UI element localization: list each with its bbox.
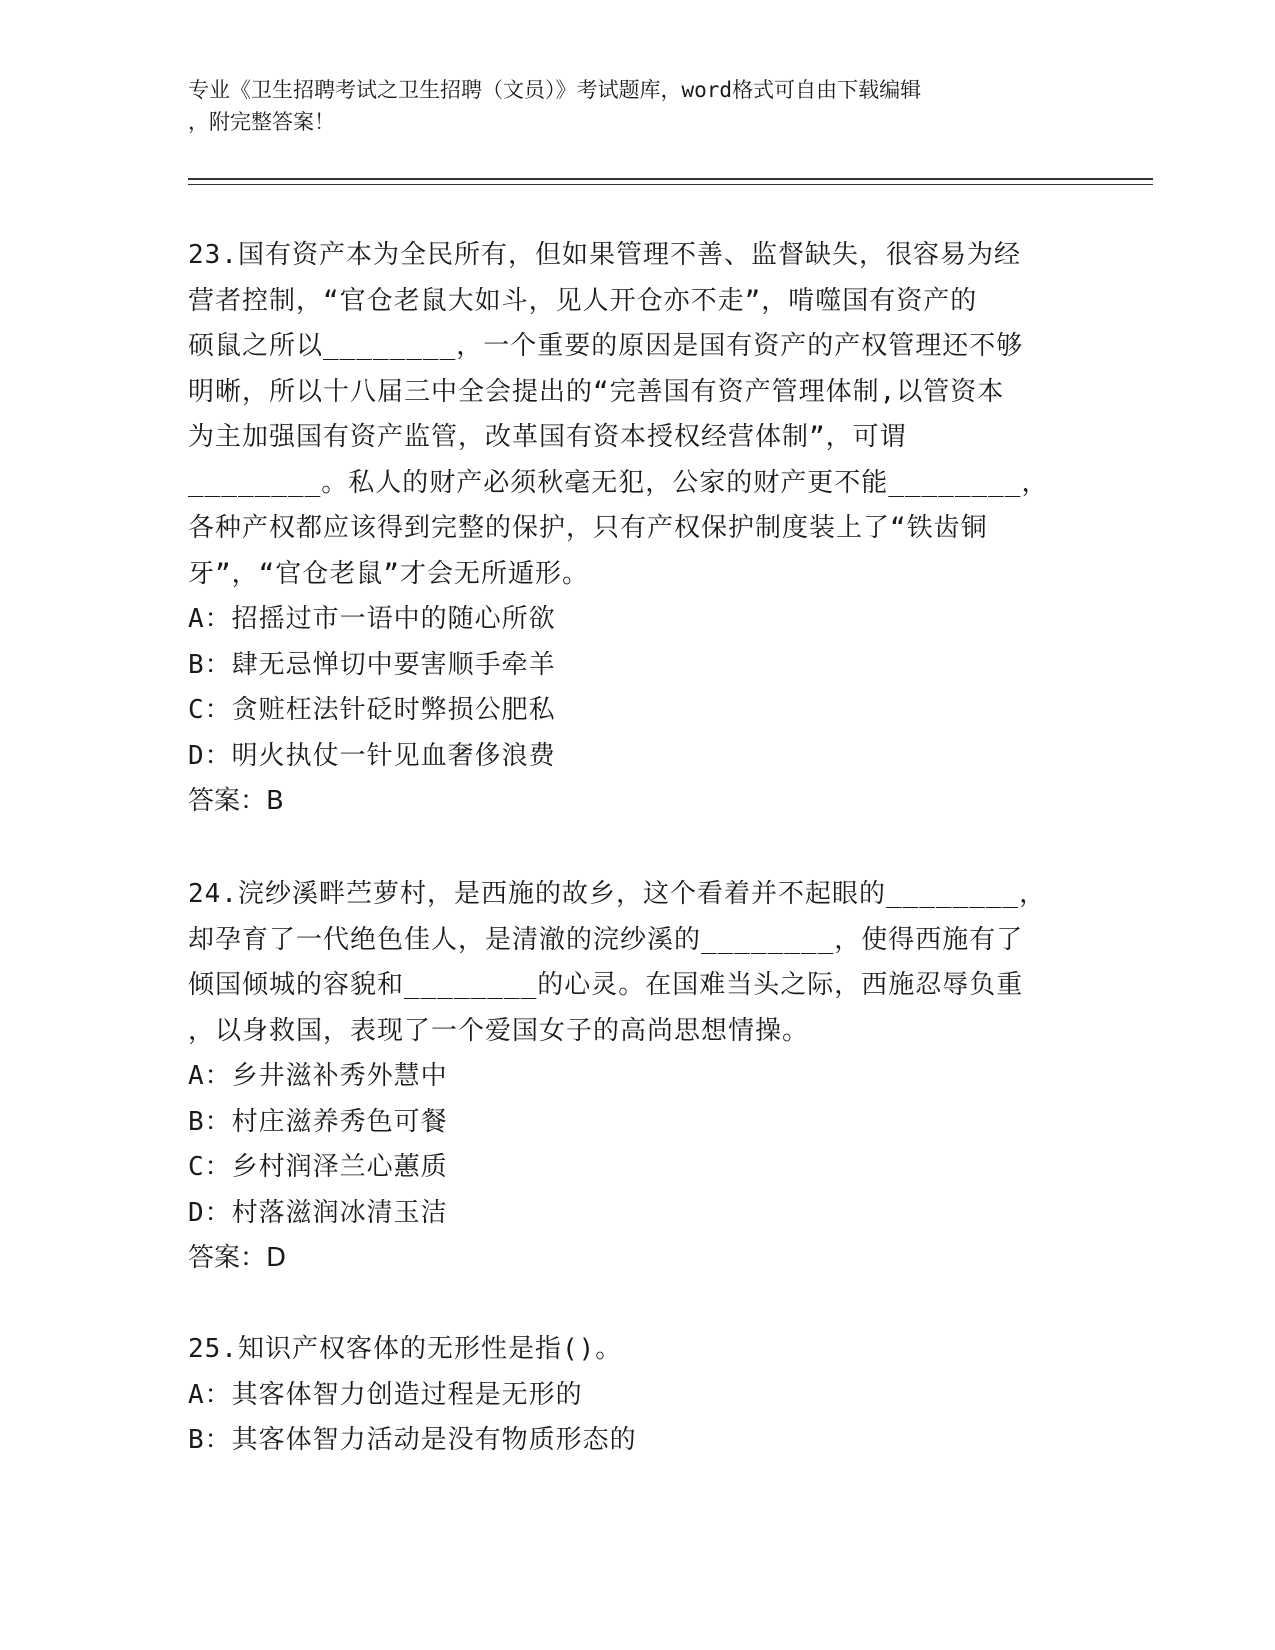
header-rule (188, 178, 1153, 180)
header-line-1: 专业《卫生招聘考试之卫生招聘（文员）》考试题库，word格式可自由下载编辑 (188, 78, 922, 102)
answer: 答案：D (188, 1243, 287, 1273)
option-c: C：乡村润泽兰心蕙质 (188, 1152, 448, 1182)
option-a: A：乡井滋补秀外慧中 (188, 1061, 448, 1091)
question-stem (188, 1327, 1068, 1373)
option-d: D：村落滋润冰清玉洁 (188, 1197, 448, 1228)
question-stem (188, 872, 1068, 1054)
option-b: B：村庄滋养秀色可餐 (188, 1106, 448, 1137)
stem-line: ________。私人的财产必须秋毫无犯，公家的财产更不能________， (188, 467, 1049, 498)
stem-line: ，以身救国，表现了一个爱国女子的高尚思想情操。 (188, 1015, 810, 1046)
stem-line: 倾国倾城的容貌和________的心灵。在国难当头之际，西施忍辱负重 (188, 970, 1024, 1000)
header-line-2: ，附完整答案！ (188, 110, 335, 134)
stem-line: 却孕育了一代绝色佳人，是清澈的浣纱溪的________，使得西施有了 (188, 924, 1024, 955)
stem-line: 25.知识产权客体的无形性是指()。 (188, 1334, 623, 1364)
option-c: C：贪赃枉法针砭时弊损公肥私 (188, 695, 556, 725)
option-b: B：其客体智力活动是没有物质形态的 (188, 1425, 637, 1455)
stem-line: 23.国有资产本为全民所有，但如果管理不善、监督缺失，很容易为经 (188, 240, 1021, 270)
question-23 (188, 233, 1068, 825)
option-b: B：肆无忌惮切中要害顺手牵羊 (188, 649, 556, 680)
stem-line: 为主加强国有资产监管，改革国有资本授权经营体制”，可谓 (188, 422, 907, 452)
option-d: D：明火执仗一针见血奢侈浪费 (188, 740, 556, 771)
stem-line: 硕鼠之所以________，一个重要的原因是国有资产的产权管理还不够 (188, 331, 1024, 361)
question-25 (188, 1327, 1068, 1464)
answer: 答案：B (188, 786, 284, 816)
header-rule-thin (188, 184, 1153, 185)
stem-line: 明晰，所以十八届三中全会提出的“完善国有资产管理体制,以管资本 (188, 376, 1005, 407)
option-a: A：招摇过市一语中的随心所欲 (188, 604, 556, 634)
question-stem (188, 233, 1068, 597)
stem-line: 各种产权都应该得到完整的保护，只有产权保护制度装上了“铁齿铜 (188, 513, 988, 543)
question-24 (188, 872, 1068, 1282)
stem-line: 营者控制，“官仓老鼠大如斗，见人开仓亦不走”，啃噬国有资产的 (188, 285, 978, 316)
document-header (188, 74, 1068, 138)
stem-line: 24.浣纱溪畔苎萝村，是西施的故乡，这个看着并不起眼的________， (188, 879, 1047, 909)
stem-line: 牙”，“官仓老鼠”才会无所遁形。 (188, 558, 589, 589)
option-a: A：其客体智力创造过程是无形的 (188, 1379, 583, 1410)
